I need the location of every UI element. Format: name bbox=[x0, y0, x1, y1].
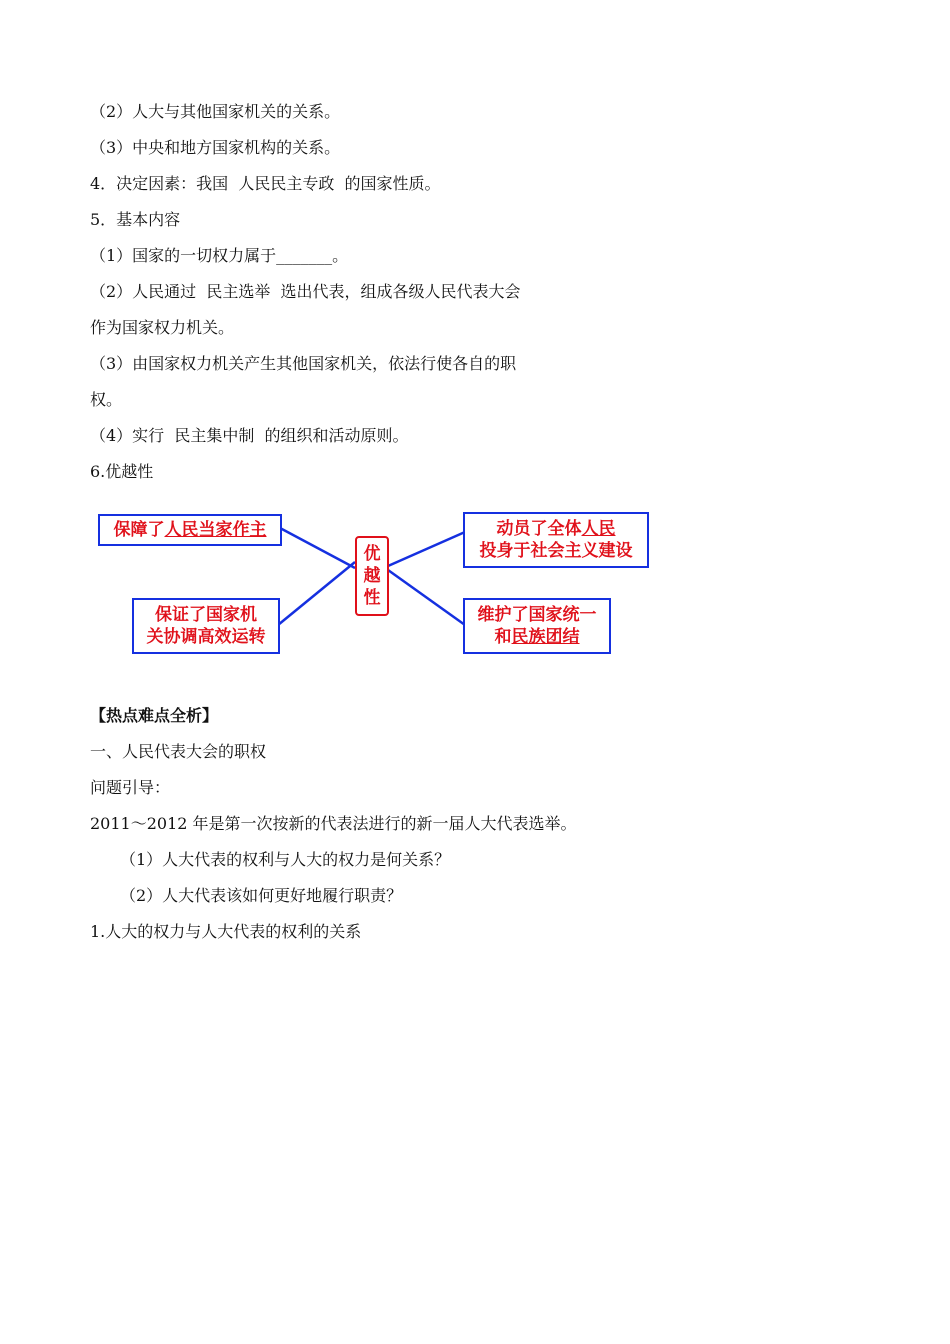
line-content-3: （3）由国家权力机关产生其他国家机关，依法行使各自的职 bbox=[90, 354, 517, 373]
box-people-masters: 保障了人民当家作主 bbox=[98, 514, 282, 546]
section-heading: 【热点难点全析】 bbox=[90, 706, 219, 725]
line-deciding-factor: 4．决定因素：我国 人民民主专政 的国家性质。 bbox=[90, 174, 441, 193]
line-relation-other-organs: （2）人大与其他国家机关的关系。 bbox=[90, 102, 341, 121]
box-coordination: 保证了国家机 关协调高效运转 bbox=[132, 598, 280, 654]
question-2: （2）人大代表该如何更好地履行职责？ bbox=[120, 886, 403, 905]
line-content-4: （4）实行 民主集中制 的组织和活动原则。 bbox=[90, 426, 409, 445]
line-content-3-cont: 权。 bbox=[90, 390, 123, 409]
section-title-npc-powers: 一、人民代表大会的职权 bbox=[90, 742, 267, 761]
line-basic-content: 5．基本内容 bbox=[90, 210, 181, 229]
line-content-1: （1）国家的一切权力属于_______。 bbox=[90, 246, 349, 265]
question-guide: 问题引导： bbox=[90, 778, 171, 797]
line-content-2: （2）人民通过 民主选举 选出代表，组成各级人民代表大会 bbox=[90, 282, 521, 301]
box-unity: 维护了国家统一 和民族团结 bbox=[463, 598, 611, 654]
subsection-title: 1.人大的权力与人大代表的权利的关系 bbox=[90, 922, 362, 941]
question-1: （1）人大代表的权利与人大的权力是何关系？ bbox=[120, 850, 451, 869]
line-relation-central-local: （3）中央和地方国家机构的关系。 bbox=[90, 138, 341, 157]
superiority-diagram bbox=[90, 500, 670, 670]
line-superiority: 6.优越性 bbox=[90, 462, 154, 481]
election-statement: 2011～2012 年是第一次按新的代表法进行的新一届人大代表选举。 bbox=[90, 814, 577, 833]
line-content-2-cont: 作为国家权力机关。 bbox=[90, 318, 235, 337]
box-mobilize-people: 动员了全体人民 投身于社会主义建设 bbox=[463, 512, 649, 568]
center-box-superiority: 优 越 性 bbox=[355, 536, 389, 616]
